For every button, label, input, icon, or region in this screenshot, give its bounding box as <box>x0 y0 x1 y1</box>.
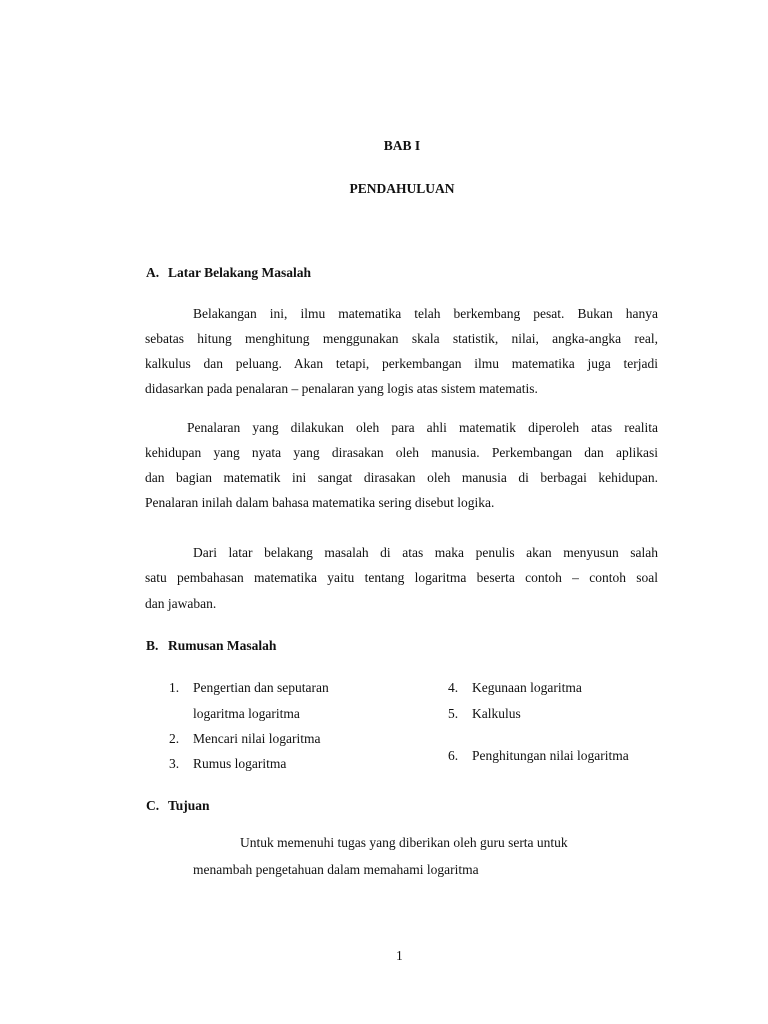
paragraph-1-line-2: sebatas hitung menghitung menggunakan skala statistik, nilai, angka-angka real, <box>145 331 658 346</box>
list-item <box>169 731 320 747</box>
list-item <box>169 680 329 696</box>
list-item-continuation: logaritma logaritma <box>193 706 300 721</box>
list-item-text: Mencari nilai logaritma <box>193 731 321 746</box>
chapter-number: BAB I <box>383 138 421 153</box>
paragraph-1-line-1: Belakangan ini, ilmu matematika telah berkembang pesat. Bukan hanya <box>193 306 658 321</box>
list-item-number: 6. <box>448 748 459 763</box>
list-item-text: Kalkulus <box>472 706 521 721</box>
section-c-letter: C. <box>146 798 160 813</box>
paragraph-1-line-4: didasarkan pada penalaran – penalaran yang logis atas sistem matematis. <box>145 381 538 396</box>
paragraph-1-line-3: kalkulus dan peluang. Akan tetapi, perkembangan ilmu matematika juga terjadi <box>145 356 658 371</box>
page-number: 1 <box>396 948 403 963</box>
section-b-title: Rumusan Masalah <box>168 638 277 653</box>
paragraph-3-line-1: Dari latar belakang masalah di atas maka penulis akan menyusun salah <box>193 545 658 560</box>
list-item-text: Penghitungan nilai logaritma <box>472 748 629 763</box>
paragraph-3-line-3: dan jawaban. <box>145 596 217 611</box>
list-item-text: Rumus logaritma <box>193 756 287 771</box>
list-item-text: Kegunaan logaritma <box>472 680 582 695</box>
list-item <box>448 706 521 722</box>
list-item <box>169 756 286 772</box>
list-item <box>448 680 582 696</box>
section-a-title: Latar Belakang Masalah <box>168 265 312 280</box>
purpose-line-2: menambah pengetahuan dalam memahami logaritma <box>193 862 479 877</box>
list-item-number: 1. <box>169 680 180 695</box>
section-a-heading <box>146 265 311 281</box>
list-item-number: 3. <box>169 756 180 771</box>
section-c-title: Tujuan <box>168 798 210 813</box>
paragraph-2-line-4: Penalaran inilah dalam bahasa matematika sering disebut logika. <box>145 495 495 510</box>
paragraph-2-line-2: kehidupan yang nyata yang dirasakan oleh manusia. Perkembangan dan aplikasi <box>145 445 658 460</box>
list-item-number: 4. <box>448 680 459 695</box>
paragraph-3-line-2: satu pembahasan matematika yaitu tentang logaritma beserta contoh – contoh soal <box>145 570 658 585</box>
section-a-letter: A. <box>146 265 160 280</box>
list-item-number: 2. <box>169 731 180 746</box>
paragraph-2-line-1: Penalaran yang dilakukan oleh para ahli matematik diperoleh atas realita <box>187 420 658 435</box>
list-item-number: 5. <box>448 706 459 721</box>
purpose-line-1: Untuk memenuhi tugas yang diberikan oleh guru serta untuk <box>240 835 568 850</box>
list-item-text: Pengertian dan seputaran <box>193 680 329 695</box>
paragraph-2-line-3: dan bagian matematik ini sangat dirasakan oleh manusia di berbagai kehidupan. <box>145 470 658 485</box>
list-item <box>448 748 629 764</box>
section-b-letter: B. <box>146 638 159 653</box>
section-b-heading <box>146 638 276 654</box>
chapter-title: PENDAHULUAN <box>349 181 455 196</box>
section-c-heading <box>146 798 210 814</box>
